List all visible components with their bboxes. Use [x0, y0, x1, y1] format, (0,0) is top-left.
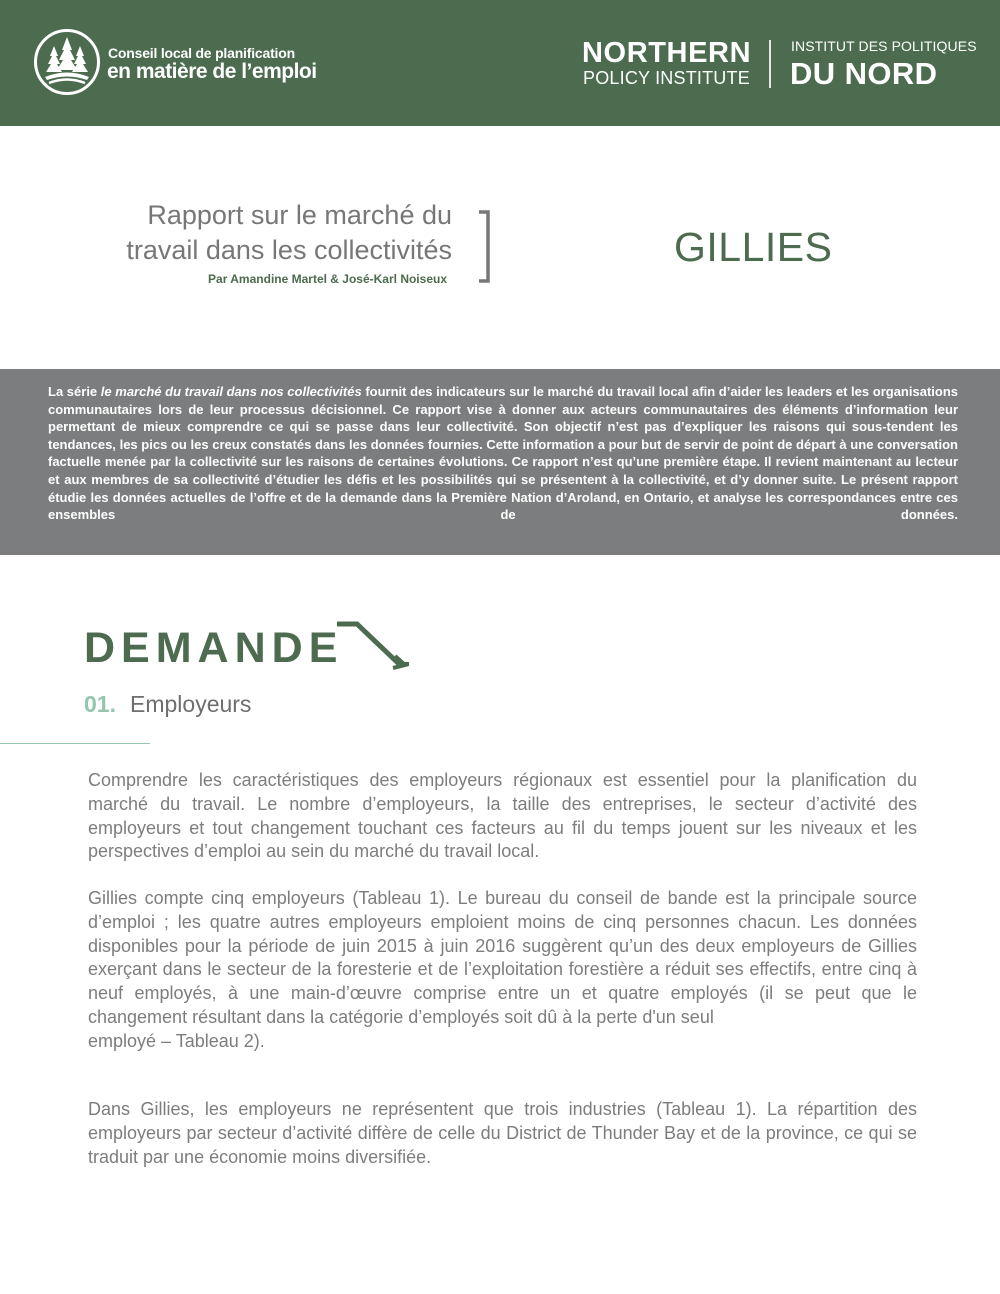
report-title	[32, 198, 452, 268]
npi-logo-word-policy: POLICY INSTITUTE	[583, 68, 750, 88]
council-name-line2: en matière de l’emploi	[107, 60, 317, 83]
report-authors: Par Amandine Martel & José-Karl Noiseux	[208, 272, 447, 286]
intro-paragraph	[48, 383, 958, 524]
subsection-number: 01.	[84, 691, 116, 717]
subsection-title: Employeurs	[130, 691, 252, 717]
report-title-line1: Rapport sur le marché du	[147, 200, 452, 230]
bracket-divider	[477, 210, 491, 283]
arrow-down-right-icon	[335, 620, 413, 672]
intro-text-post: fournit des indicateurs sur le marché du travail local afin d’aider les leaders et les organisations communautaires lors de leur processus décisionnel. Ce rapport vise à donner aux acteurs communautaires des éléments d’information leur permettant de mieux comprendre ce qui se passe dans leur collectivité. Son objectif n’est pas d’expliquer les raisons qui sous-tendent les tendances, les pics ou les creux constatés dans les données fournies. Cette information a pour but de servir de point de départ à une conversation factuelle menée par la collectivité sur les raisons de certaines évolutions. Ce rapport n’est qu’une première étape. Il revient maintenant au lecteur et aux membres de sa collectivité d’étudier les défis et les possibilités qui se présentent à la collectivité, et d’y donner suite. Le présent rapport étudie les données actuelles de l’offre et de la demande dans la Première Nation d’Aroland, en Ontario, et analyse les correspondances entre ces ensembles de données.	[48, 384, 958, 523]
intro-text-pre: La série	[48, 384, 101, 399]
npi-logo-word-northern: NORTHERN	[582, 37, 752, 69]
body-paragraph-3: Dans Gillies, les employeurs ne représentent que trois industries (Tableau 1). La répartition des employeurs par secteur d’activité diffère de celle du District de Thunder Bay et de la province, ce qui se traduit par une économie moins diversifiée.	[88, 1099, 917, 1167]
council-name-line1: Conseil local de planification	[108, 45, 295, 61]
body-paragraph-2	[88, 887, 917, 1054]
report-title-line2: travail dans les collectivités	[126, 235, 452, 265]
section-heading: DEMANDE	[84, 624, 344, 672]
community-name: GILLIES	[674, 224, 833, 270]
intro-series-name: le marché du travail dans nos collectivités	[100, 384, 362, 399]
body-paragraph-2-main: Gillies compte cinq employeurs (Tableau 1). Le bureau du conseil de bande est la principale source d’emploi ; les quatre autres employeurs emploient moins de cinq personnes chacun. Les données disponibles pour la période de juin 2015 à juin 2016 suggèrent qu’un des deux employeurs de Gillies exerçant dans le secteur de la foresterie et de l’exploitation forestière a réduit ses effectifs, entre cinq à neuf employés, à une main-d’œuvre comprise entre un et quatre employés (il se peut que le changement résultant dans la catégorie d’employés soit dû à la perte d'un seul	[88, 888, 917, 1027]
section-divider	[0, 743, 150, 744]
body-paragraph-1: Comprendre les caractéristiques des employeurs régionaux est essentiel pour la planification du marché du travail. Le nombre d’employeurs, la taille des entreprises, le secteur d’activité des employeurs et tout changement touchant ces facteurs au fil du temps jouent sur les niveaux et les perspectives d’emploi au sein du marché du travail local.	[88, 770, 917, 862]
body-paragraph-2-end: employé – Tableau 2).	[88, 1030, 265, 1051]
forest-logo-icon	[33, 28, 101, 96]
logo-divider	[769, 40, 771, 88]
ipn-logo-word-nord: DU NORD	[790, 56, 938, 91]
ipn-logo-word-institut: INSTITUT DES POLITIQUES	[791, 38, 977, 54]
header-band	[0, 0, 1000, 126]
